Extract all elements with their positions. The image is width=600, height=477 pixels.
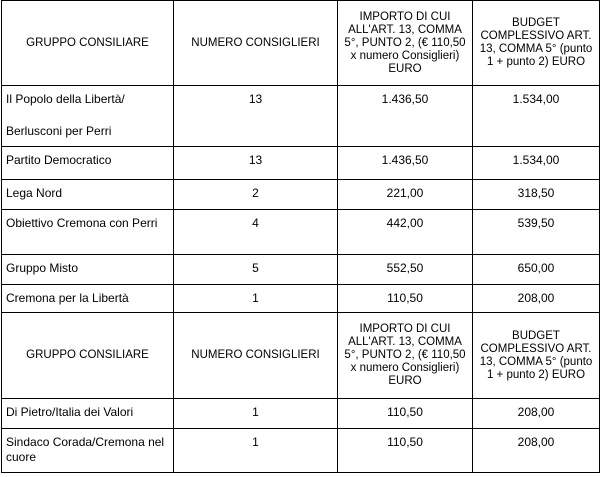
header-budget: BUDGET COMPLESSIVO ART. 13, COMMA 5° (punto 1 + punto 2) EURO	[473, 313, 600, 399]
budget-cell: 208,00	[473, 429, 600, 473]
count-cell: 13	[174, 147, 338, 180]
count-cell: 1	[174, 399, 338, 429]
amount-cell: 110,50	[338, 429, 473, 473]
group-name-line2: Berlusconi per Perri	[6, 124, 112, 138]
group-cell: Gruppo Misto	[2, 255, 174, 285]
budget-cell: 208,00	[473, 399, 600, 429]
budget-cell: 1.534,00	[473, 86, 600, 147]
table-row	[2, 285, 600, 313]
budget-cell: 1.534,00	[473, 147, 600, 180]
count-cell: 5	[174, 255, 338, 285]
table-row	[2, 255, 600, 285]
budget-cell: 650,00	[473, 255, 600, 285]
group-cell: Cremona per la Libertà	[2, 285, 174, 313]
count-cell: 13	[174, 86, 338, 147]
header-row	[2, 1, 600, 86]
count-cell: 1	[174, 285, 338, 313]
amount-cell: 110,50	[338, 285, 473, 313]
header-count: NUMERO CONSIGLIERI	[174, 1, 338, 86]
group-cell: Di Pietro/Italia dei Valori	[2, 399, 174, 429]
header-amount: IMPORTO DI CUI ALL'ART. 13, COMMA 5°, PUNTO 2, (€ 110,50 x numero Consiglieri) EURO	[338, 313, 473, 399]
table-row	[2, 86, 600, 147]
budget-cell: 208,00	[473, 285, 600, 313]
table-row	[2, 429, 600, 473]
group-cell: Sindaco Corada/Cremona nel cuore	[2, 429, 174, 473]
table-row	[2, 147, 600, 180]
header-budget: BUDGET COMPLESSIVO ART. 13, COMMA 5° (punto 1 + punto 2) EURO	[473, 1, 600, 86]
count-cell: 1	[174, 429, 338, 473]
count-cell: 2	[174, 180, 338, 210]
amount-cell: 1.436,50	[338, 86, 473, 147]
header-group: GRUPPO CONSILIARE	[2, 313, 174, 399]
amount-cell: 442,00	[338, 210, 473, 255]
amount-cell: 110,50	[338, 399, 473, 429]
group-cell: Obiettivo Cremona con Perri	[2, 210, 174, 255]
table-row	[2, 210, 600, 255]
header-amount: IMPORTO DI CUI ALL'ART. 13, COMMA 5°, PUNTO 2, (€ 110,50 x numero Consiglieri) EURO	[338, 1, 473, 86]
budget-cell: 318,50	[473, 180, 600, 210]
header-group: GRUPPO CONSILIARE	[2, 1, 174, 86]
amount-cell: 552,50	[338, 255, 473, 285]
table-row	[2, 180, 600, 210]
amount-cell: 1.436,50	[338, 147, 473, 180]
amount-cell: 221,00	[338, 180, 473, 210]
group-cell: Partito Democratico	[2, 147, 174, 180]
header-row-repeat	[2, 313, 600, 399]
group-name-line1: Il Popolo della Libertà/	[6, 92, 125, 106]
header-count: NUMERO CONSIGLIERI	[174, 313, 338, 399]
budget-cell: 539,50	[473, 210, 600, 255]
table-row	[2, 399, 600, 429]
count-cell: 4	[174, 210, 338, 255]
council-groups-table	[1, 0, 600, 473]
group-cell	[2, 86, 174, 147]
group-cell: Lega Nord	[2, 180, 174, 210]
